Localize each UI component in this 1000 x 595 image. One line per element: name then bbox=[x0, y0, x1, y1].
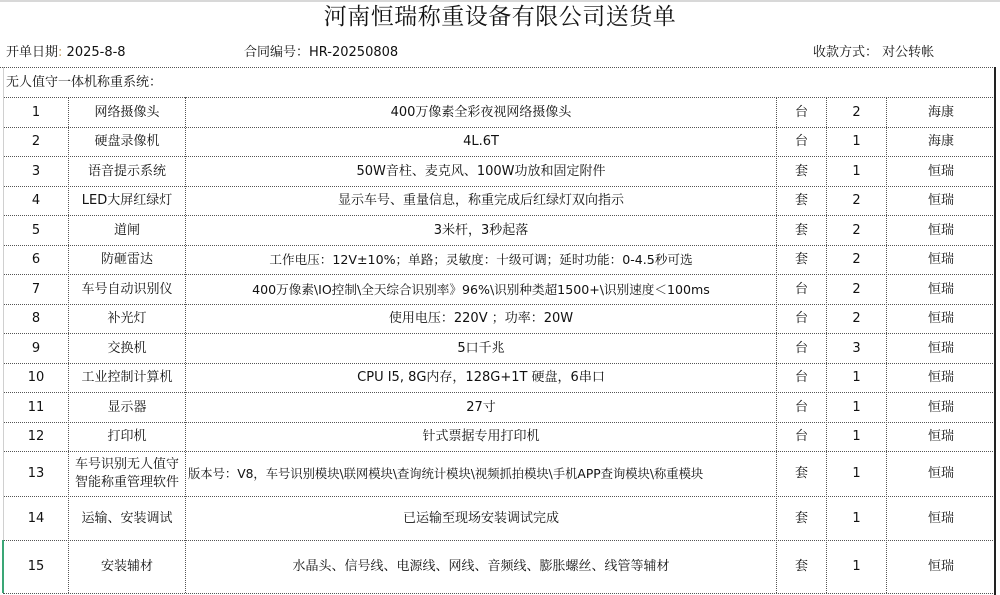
item-unit[interactable]: 套 bbox=[794, 510, 808, 526]
open-date-separator: : bbox=[58, 45, 63, 60]
item-unit[interactable]: 台 bbox=[794, 134, 808, 149]
item-quantity[interactable]: 1 bbox=[852, 399, 861, 415]
item-unit[interactable]: 台 bbox=[794, 370, 808, 385]
item-name[interactable]: 网络摄像头 bbox=[94, 104, 160, 120]
item-name[interactable]: 硬盘录像机 bbox=[94, 134, 160, 149]
item-quantity[interactable]: 1 bbox=[852, 559, 861, 574]
item-spec[interactable]: 50W音柱、麦克风、100W功放和固定附件 bbox=[356, 163, 606, 179]
row-number[interactable]: 2 bbox=[31, 134, 41, 149]
item-brand[interactable]: 海康 bbox=[927, 134, 954, 149]
item-spec[interactable]: 27寸 bbox=[466, 399, 496, 415]
item-brand[interactable]: 恒瑞 bbox=[927, 311, 954, 326]
item-spec[interactable]: 3米杆，3秒起落 bbox=[433, 222, 529, 238]
item-spec[interactable]: 使用电压：220V ；功率：20W bbox=[388, 311, 574, 326]
payment-value: 对公转帐 bbox=[882, 45, 935, 60]
item-unit[interactable]: 台 bbox=[794, 281, 808, 297]
item-brand[interactable]: 恒瑞 bbox=[927, 281, 954, 297]
item-spec[interactable]: 版本号：V8，车号识别模块\联网模块\查询统计模块\视频抓拍模块\手机APP查询模块\称重模块 bbox=[188, 467, 704, 481]
item-name[interactable]: 工业控制计算机 bbox=[81, 370, 173, 385]
item-brand[interactable]: 恒瑞 bbox=[927, 429, 954, 444]
item-quantity[interactable]: 2 bbox=[852, 104, 861, 120]
page-title: 河南恒瑞称重设备有限公司送货单 bbox=[323, 4, 677, 30]
item-unit[interactable]: 套 bbox=[794, 252, 808, 267]
payment-label: 收款方式： bbox=[813, 45, 879, 60]
item-quantity[interactable]: 1 bbox=[852, 429, 861, 444]
contract-label: 合同编号： bbox=[244, 45, 310, 60]
open-date-label: 开单日期 bbox=[6, 45, 59, 60]
item-spec[interactable]: 水晶头、信号线、电源线、网线、音频线、膨胀螺丝、线管等辅材 bbox=[292, 559, 670, 574]
item-quantity[interactable]: 1 bbox=[852, 134, 861, 149]
row-number[interactable]: 11 bbox=[27, 399, 45, 415]
item-brand[interactable]: 海康 bbox=[927, 104, 954, 120]
item-unit[interactable]: 台 bbox=[794, 311, 808, 326]
item-brand[interactable]: 恒瑞 bbox=[927, 252, 954, 267]
item-brand[interactable]: 恒瑞 bbox=[927, 370, 954, 385]
item-name[interactable]: 补光灯 bbox=[107, 311, 147, 326]
item-unit[interactable]: 套 bbox=[794, 466, 808, 481]
item-name[interactable]: 防砸雷达 bbox=[100, 252, 153, 267]
item-brand[interactable]: 恒瑞 bbox=[927, 510, 954, 526]
item-brand[interactable]: 恒瑞 bbox=[927, 222, 954, 238]
row-number[interactable]: 1 bbox=[31, 104, 41, 120]
item-spec[interactable]: 400万像素\IO控制\全天综合识别率》96%\识别种类超1500+\识别速度＜100ms bbox=[252, 281, 710, 297]
item-quantity[interactable]: 2 bbox=[852, 281, 861, 297]
row-number[interactable]: 13 bbox=[27, 466, 45, 481]
item-brand[interactable]: 恒瑞 bbox=[927, 399, 954, 415]
row-divider bbox=[3, 593, 995, 594]
payment-method bbox=[813, 44, 934, 62]
item-name[interactable]: 运输、安装调试 bbox=[81, 510, 173, 526]
open-date-value: 2025-8-8 bbox=[66, 45, 126, 60]
item-spec[interactable]: 5口千兆 bbox=[457, 340, 505, 356]
item-unit[interactable]: 套 bbox=[794, 222, 808, 238]
item-unit[interactable]: 套 bbox=[794, 193, 808, 208]
item-quantity[interactable]: 2 bbox=[852, 222, 861, 238]
item-quantity[interactable]: 1 bbox=[852, 510, 861, 526]
item-spec[interactable]: 4L.6T bbox=[463, 134, 499, 149]
item-quantity[interactable]: 1 bbox=[852, 370, 861, 385]
row-number[interactable]: 15 bbox=[27, 559, 45, 574]
item-name[interactable]: 语音提示系统 bbox=[87, 163, 166, 179]
item-quantity[interactable]: 2 bbox=[852, 193, 861, 208]
row-number[interactable]: 8 bbox=[31, 311, 41, 326]
contract-value: HR-20250808 bbox=[309, 45, 399, 60]
item-spec[interactable]: CPU I5, 8G内存，128G+1T 硬盘，6串口 bbox=[357, 370, 605, 385]
item-brand[interactable]: 恒瑞 bbox=[927, 340, 954, 356]
row-number[interactable]: 5 bbox=[31, 222, 41, 238]
row-number[interactable]: 14 bbox=[27, 510, 45, 526]
item-spec[interactable]: 400万像素全彩夜视网络摄像头 bbox=[390, 104, 572, 120]
item-spec[interactable]: 针式票据专用打印机 bbox=[422, 429, 540, 444]
item-spec[interactable]: 显示车号、重量信息，称重完成后红绿灯双向指示 bbox=[337, 193, 624, 208]
item-name[interactable]: 道闸 bbox=[113, 222, 140, 238]
item-name[interactable]: 打印机 bbox=[107, 429, 147, 444]
row-number[interactable]: 12 bbox=[27, 429, 45, 444]
row-number[interactable]: 4 bbox=[31, 193, 41, 208]
left-edge bbox=[3, 67, 4, 540]
section-title: 无人值守一体机称重系统： bbox=[6, 75, 163, 90]
item-quantity[interactable]: 2 bbox=[852, 252, 861, 267]
item-quantity[interactable]: 1 bbox=[852, 163, 861, 179]
row-number[interactable]: 3 bbox=[31, 163, 41, 179]
open-date bbox=[6, 44, 126, 62]
item-quantity[interactable]: 3 bbox=[852, 340, 861, 356]
selected-cell-indicator bbox=[2, 540, 4, 593]
item-brand[interactable]: 恒瑞 bbox=[927, 559, 954, 574]
header-divider bbox=[0, 67, 995, 68]
item-name[interactable]: LED大屏红绿灯 bbox=[81, 193, 173, 208]
item-name[interactable]: 交换机 bbox=[107, 340, 147, 356]
item-unit[interactable]: 台 bbox=[794, 104, 808, 120]
row-number[interactable]: 9 bbox=[31, 340, 41, 356]
item-quantity[interactable]: 2 bbox=[852, 311, 861, 326]
item-unit[interactable]: 套 bbox=[794, 163, 808, 179]
item-name[interactable]: 安装辅材 bbox=[100, 559, 153, 574]
item-unit[interactable]: 台 bbox=[794, 429, 808, 444]
page-break-line bbox=[994, 67, 996, 595]
item-spec[interactable]: 工作电压：12V±10%；单路；灵敏度：十级可调；延时功能：0-4.5秒可选 bbox=[269, 252, 693, 267]
item-name[interactable]: 显示器 bbox=[107, 399, 147, 415]
item-unit[interactable]: 台 bbox=[794, 399, 808, 415]
item-name[interactable]: 车号识别无人值守智能称重管理软件 bbox=[74, 457, 179, 490]
item-brand[interactable]: 恒瑞 bbox=[927, 163, 954, 179]
row-number[interactable]: 7 bbox=[31, 281, 41, 297]
row-number[interactable]: 10 bbox=[27, 370, 45, 385]
item-unit[interactable]: 台 bbox=[794, 340, 808, 356]
item-brand[interactable]: 恒瑞 bbox=[927, 466, 954, 481]
item-quantity[interactable]: 1 bbox=[852, 466, 861, 481]
row-number[interactable]: 6 bbox=[31, 252, 41, 267]
contract-number bbox=[244, 44, 398, 62]
item-name[interactable]: 车号自动识别仪 bbox=[81, 281, 173, 297]
item-brand[interactable]: 恒瑞 bbox=[927, 193, 954, 208]
item-unit[interactable]: 套 bbox=[794, 559, 808, 574]
item-spec[interactable]: 已运输至现场安装调试完成 bbox=[402, 510, 559, 526]
